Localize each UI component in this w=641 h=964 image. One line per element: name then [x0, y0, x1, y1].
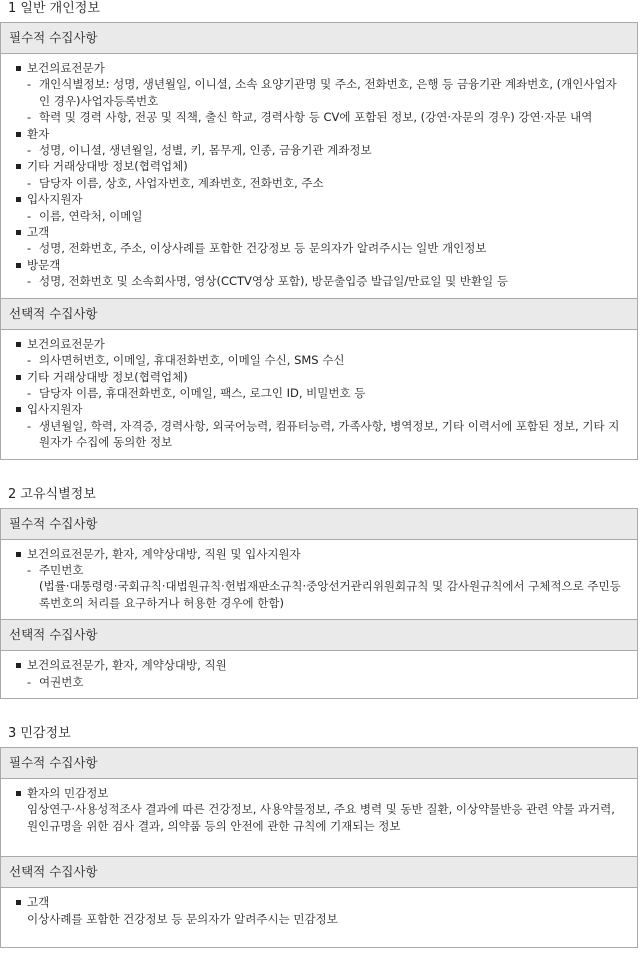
list-subitem: - 성명, 이니셜, 생년월일, 성별, 키, 몸무게, 인종, 금융기관 계좌정보: [27, 143, 372, 158]
info-table: [0, 22, 638, 460]
section-title: 3 민감정보: [8, 725, 71, 741]
list-item: 입사지원자: [15, 401, 627, 417]
list-subitem: - 생년월일, 학력, 자격증, 경력사항, 외국어능력, 컴퓨터능력, 가족사항, 병역정보, 기타 이력서에 포함된 정보, 기타 지원자가 수집에 동의한 정보: [27, 418, 620, 450]
list-subitem: - 담당자 이름, 상호, 사업자번호, 계좌번호, 전화번호, 주소: [27, 175, 324, 190]
note: (법률·대통령령·국회규칙·대법원규칙·헌법재판소규칙·중앙선거관리위원회규칙 및 감사원규칙에서 구체적으로 주민등록번호의 처리를 요구하거나 허용한 경우에 한함): [39, 579, 621, 610]
list-item: 고객: [15, 224, 627, 240]
optional-header: 선택적 수집사항: [1, 619, 637, 651]
list-item: 기타 거래상대방 정보(협력업체): [15, 369, 627, 385]
list-item: 보건의료전문가, 환자, 계약상대방, 직원: [15, 657, 627, 673]
section-sensitive: [0, 725, 641, 948]
description: 이상사례를 포함한 건강정보 등 문의자가 알려주시는 민감정보: [27, 911, 338, 926]
list-item: 보건의료전문가: [15, 336, 627, 352]
optional-header: 선택적 수집사항: [1, 856, 637, 888]
list-item: 환자의 민감정보: [15, 785, 627, 801]
list-item: 보건의료전문가: [15, 60, 627, 76]
list-subitem: - 의사면허번호, 이메일, 휴대전화번호, 이메일 수신, SMS 수신: [27, 353, 345, 368]
info-table: [0, 508, 638, 699]
required-list: [1, 779, 637, 856]
required-header: 필수적 수집사항: [1, 748, 637, 779]
list-item: 환자: [15, 126, 627, 142]
list-subitem: - 성명, 전화번호 및 소속회사명, 영상(CCTV영상 포함), 방문출입증 발급일/만료일 및 반환일 등: [27, 274, 509, 289]
list-subitem: - 이름, 연락처, 이메일: [27, 208, 143, 223]
required-header: 필수적 수집사항: [1, 23, 637, 54]
required-list: [1, 54, 637, 298]
list-subitem: - 개인식별정보: 성명, 생년월일, 이니셜, 소속 요양기관명 및 주소, 전화번호, 은행 등 금융기관 계좌번호, (개인사업자인 경우)사업자등록번호: [27, 77, 617, 108]
list-subitem: - 여권번호: [27, 674, 84, 689]
info-table: [0, 747, 638, 948]
list-subitem: - 성명, 전화번호, 주소, 이상사례를 포함한 건강정보 등 문의자가 알려주시는 일반 개인정보: [27, 241, 487, 256]
optional-list: [1, 651, 637, 698]
required-list: [1, 540, 637, 620]
optional-list: [1, 888, 637, 947]
optional-list: [1, 330, 637, 459]
section-unique-id: [0, 486, 641, 699]
list-item: 고객: [15, 894, 627, 910]
required-header: 필수적 수집사항: [1, 509, 637, 540]
list-item: 방문객: [15, 257, 627, 273]
list-subitem: - 주민번호: [27, 562, 84, 577]
section-title: 1 일반 개인정보: [8, 1, 100, 16]
list-item: 입사지원자: [15, 191, 627, 207]
list-item: 보건의료전문가, 환자, 계약상대방, 직원 및 입사지원자: [15, 546, 627, 562]
optional-header: 선택적 수집사항: [1, 298, 637, 330]
description: 임상연구·사용성적조사 결과에 따른 건강정보, 사용약물정보, 주요 병력 및 동반 질환, 이상약물반응 관련 약물 과거력, 원인규명을 위한 검사 결과, 의약품 등의 안전에 관한 규칙에 기재되는 정보: [27, 802, 615, 833]
list-subitem: - 담당자 이름, 휴대전화번호, 이메일, 팩스, 로그인 ID, 비밀번호 등: [27, 385, 366, 400]
list-subitem: - 학력 및 경력 사항, 전공 및 직책, 출신 학교, 경력사항 등 CV에 포함된 정보, (강연·자문의 경우) 강연·자문 내역: [27, 110, 593, 125]
section-title: 2 고유식별정보: [8, 486, 96, 502]
section-general: [0, 0, 641, 460]
list-item: 기타 거래상대방 정보(협력업체): [15, 158, 627, 174]
